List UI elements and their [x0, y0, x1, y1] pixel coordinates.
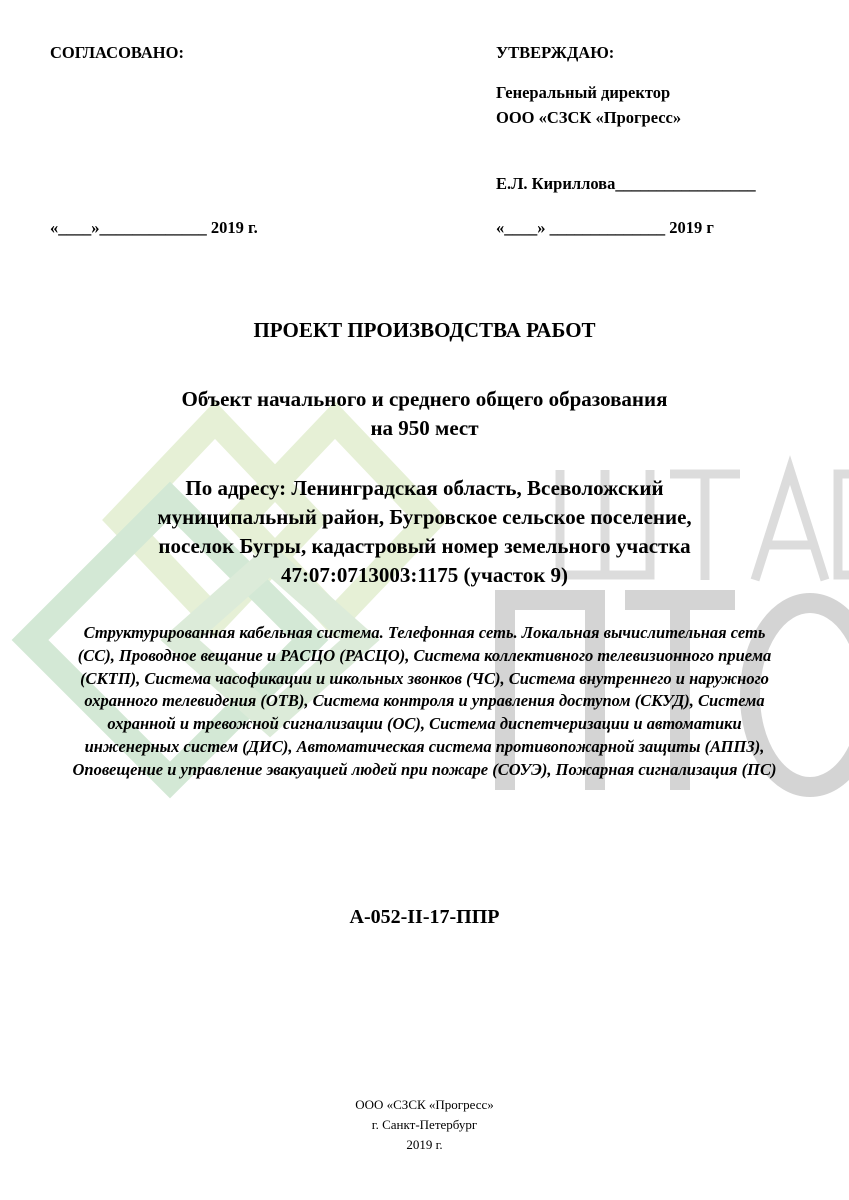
- address-line: муниципальный район, Бугровское сельское поселение,: [157, 505, 692, 529]
- address-block: [0, 474, 849, 590]
- object-line: на 950 мест: [370, 416, 479, 440]
- agreed-label: СОГЛАСОВАНО:: [50, 43, 184, 62]
- footer: [0, 1095, 849, 1155]
- address-line: 47:07:0713003:1175 (участок 9): [280, 563, 569, 587]
- address-line: По адресу: Ленинградская область, Всеволожский: [185, 476, 664, 500]
- address-line: поселок Бугры, кадастровый номер земельного участка: [158, 534, 691, 558]
- agreed-date-field: «____»_____________ 2019 г.: [50, 218, 258, 237]
- footer-year: 2019 г.: [406, 1137, 443, 1152]
- approver-company: ООО «СЗСК «Прогресс»: [496, 108, 682, 127]
- approve-date-field: «____» ______________ 2019 г: [496, 218, 714, 237]
- object-name: [0, 385, 849, 443]
- systems-list: Структурированная кабельная система. Телефонная сеть. Локальная вычислительная сеть (СС), Проводное вещание и РАСЦО (РАСЦО), Система коллективного телевизионного приема (СКТП), Система часофикации и школьных звонков (ЧС), Система внутреннего и наружного охранного телевидения (ОТВ), Система контроля и управления доступом (СКУД), Система охранной и тревожной сигнализации (ОС), Система диспетчеризации и автоматики инженерных систем (ДИС), Автоматическая система противопожарной защиты (АППЗ), Оповещение и управление эвакуацией людей при пожаре (СОУЭ), Пожарная сигнализация (ПС): [72, 623, 777, 779]
- document-title: ПРОЕКТ ПРОИЗВОДСТВА РАБОТ: [253, 318, 596, 342]
- document-code: А-052-II-17-ППР: [349, 906, 500, 928]
- footer-city: г. Санкт-Петербург: [371, 1117, 478, 1132]
- approver-signature-line: Е.Л. Кириллова_________________: [496, 174, 756, 193]
- approve-label: УТВЕРЖДАЮ:: [496, 43, 615, 62]
- footer-company: ООО «СЗСК «Прогресс»: [355, 1097, 494, 1112]
- approver-position: Генеральный директор: [496, 83, 671, 102]
- object-line: Объект начального и среднего общего образования: [181, 387, 668, 411]
